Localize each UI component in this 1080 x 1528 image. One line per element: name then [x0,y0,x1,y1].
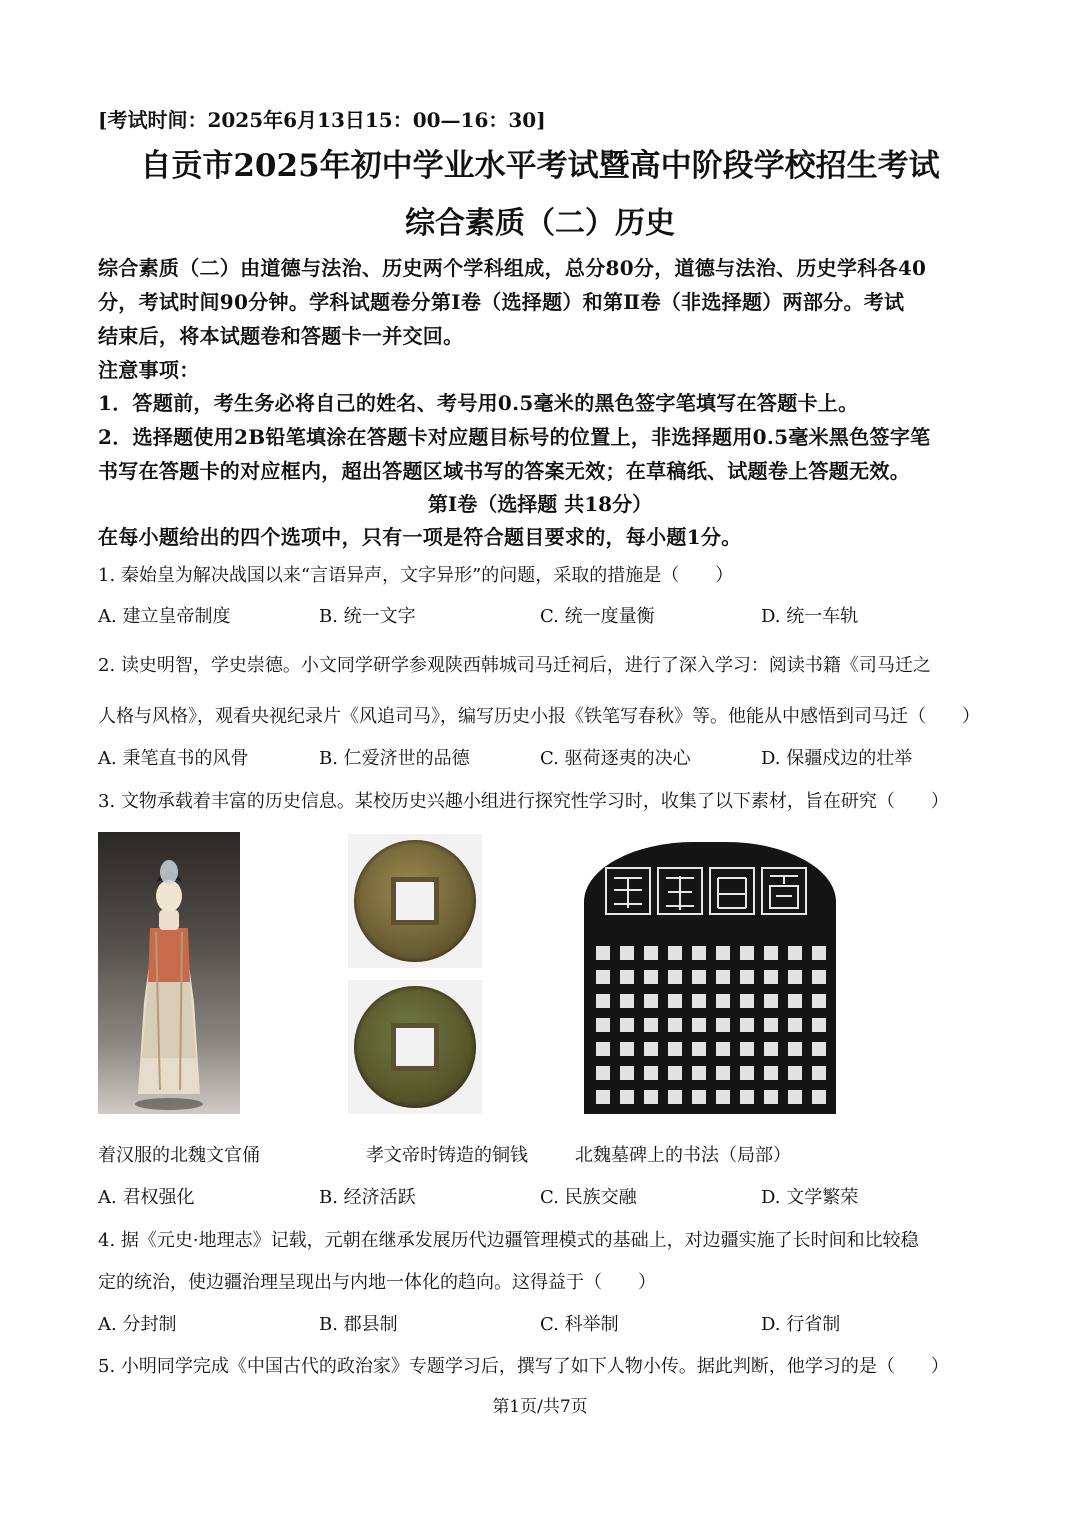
stele-rubbing-photo [584,842,836,1114]
exam-subtitle: 综合素质（二）历史 [405,206,675,241]
figurine-drawing [98,832,240,1114]
question-3-option-b[interactable]: B. 经济活跃 [319,1187,416,1208]
exam-time: [考试时间：2025年6月13日15：00—16：30] [98,108,546,132]
question-2-stem-line-1: 2. 读史明智，学史崇德。小文同学研学参观陕西韩城司马迁祠后，进行了深入学习：阅读书籍《司马迁之 [98,655,931,676]
figurine-photo [98,832,240,1114]
coin-reverse-photo [348,980,482,1114]
question-4-option-c[interactable]: C. 科举制 [540,1314,619,1335]
question-4-option-d[interactable]: D. 行省制 [761,1314,841,1335]
notice-item-2a: 2．选择题使用2B铅笔填涂在答题卡对应题目标号的位置上，非选择题用0.5毫米黑色签字笔 [98,425,931,449]
section-instruction: 在每小题给出的四个选项中，只有一项是符合题目要求的，每小题1分。 [98,525,742,549]
coin-square-hole [396,882,434,920]
question-3-stem: 3. 文物承载着丰富的历史信息。某校历史兴趣小组进行探究性学习时，收集了以下素材，旨在研究（ ） [98,791,949,812]
coin-obverse-photo [348,834,482,968]
question-3-option-c[interactable]: C. 民族交融 [540,1187,637,1208]
intro-line-1: 综合素质（二）由道德与法治、历史两个学科组成，总分80分，道德与法治、历史学科各40 [98,256,927,280]
question-1-option-d[interactable]: D. 统一车轨 [761,606,859,627]
stele-rubbing-drawing [584,842,836,1114]
intro-line-3: 结束后，将本试题卷和答题卡一并交回。 [98,324,464,348]
question-2-option-c[interactable]: C. 驱荷逐夷的决心 [540,748,691,769]
caption-coins: 孝文帝时铸造的铜钱 [366,1145,528,1166]
notice-item-2b: 书写在答题卡的对应框内，超出答题区域书写的答案无效；在草稿纸、试题卷上答题无效。 [98,459,910,483]
intro-line-2: 分，考试时间90分钟。学科试题卷分第Ⅰ卷（选择题）和第Ⅱ卷（非选择题）两部分。考试 [98,290,905,314]
page-number: 第1页/共7页 [492,1397,588,1417]
question-2-option-d[interactable]: D. 保疆戍边的壮举 [761,748,913,769]
section-title: 第Ⅰ卷（选择题 共18分） [427,492,653,516]
question-1-option-a[interactable]: A. 建立皇帝制度 [98,606,231,627]
question-2-option-b[interactable]: B. 仁爱济世的品德 [319,748,470,769]
question-1-stem: 1. 秦始皇为解决战国以来“言语异声，文字异形”的问题，采取的措施是（ ） [98,565,734,586]
question-2-option-a[interactable]: A. 秉笔直书的风骨 [98,748,249,769]
coin-obverse [354,840,476,962]
notice-label: 注意事项： [98,358,200,382]
coin-square-hole [396,1028,434,1066]
question-4-option-b[interactable]: B. 郡县制 [319,1314,398,1335]
exam-title: 自贡市2025年初中学业水平考试暨高中阶段学校招生考试 [140,148,940,184]
question-3-option-d[interactable]: D. 文学繁荣 [761,1187,859,1208]
question-4-stem-line-1: 4. 据《元史·地理志》记载，元朝在继承发展历代边疆管理模式的基础上，对边疆实施了长时间和比较稳 [98,1230,919,1251]
notice-item-1: 1．答题前，考生务必将自己的姓名、考号用0.5毫米的黑色签字笔填写在答题卡上。 [98,391,859,415]
question-2-stem-line-2: 人格与风格》，观看央视纪录片《风追司马》，编写历史小报《铁笔写春秋》等。他能从中感悟到司马迁（ ） [98,706,980,727]
question-5-stem: 5. 小明同学完成《中国古代的政治家》专题学习后，撰写了如下人物小传。据此判断，他学习的是（ ） [98,1356,949,1377]
question-4-option-a[interactable]: A. 分封制 [98,1314,177,1335]
question-4-stem-line-2: 定的统治，使边疆治理呈现出与内地一体化的趋向。这得益于（ ） [98,1272,656,1293]
caption-stele: 北魏墓碑上的书法（局部） [575,1145,791,1166]
caption-figurine: 着汉服的北魏文官俑 [98,1145,260,1166]
question-3-option-a[interactable]: A. 君权强化 [98,1187,195,1208]
coin-reverse [354,986,476,1108]
question-1-option-b[interactable]: B. 统一文字 [319,606,416,627]
question-1-option-c[interactable]: C. 统一度量衡 [540,606,655,627]
